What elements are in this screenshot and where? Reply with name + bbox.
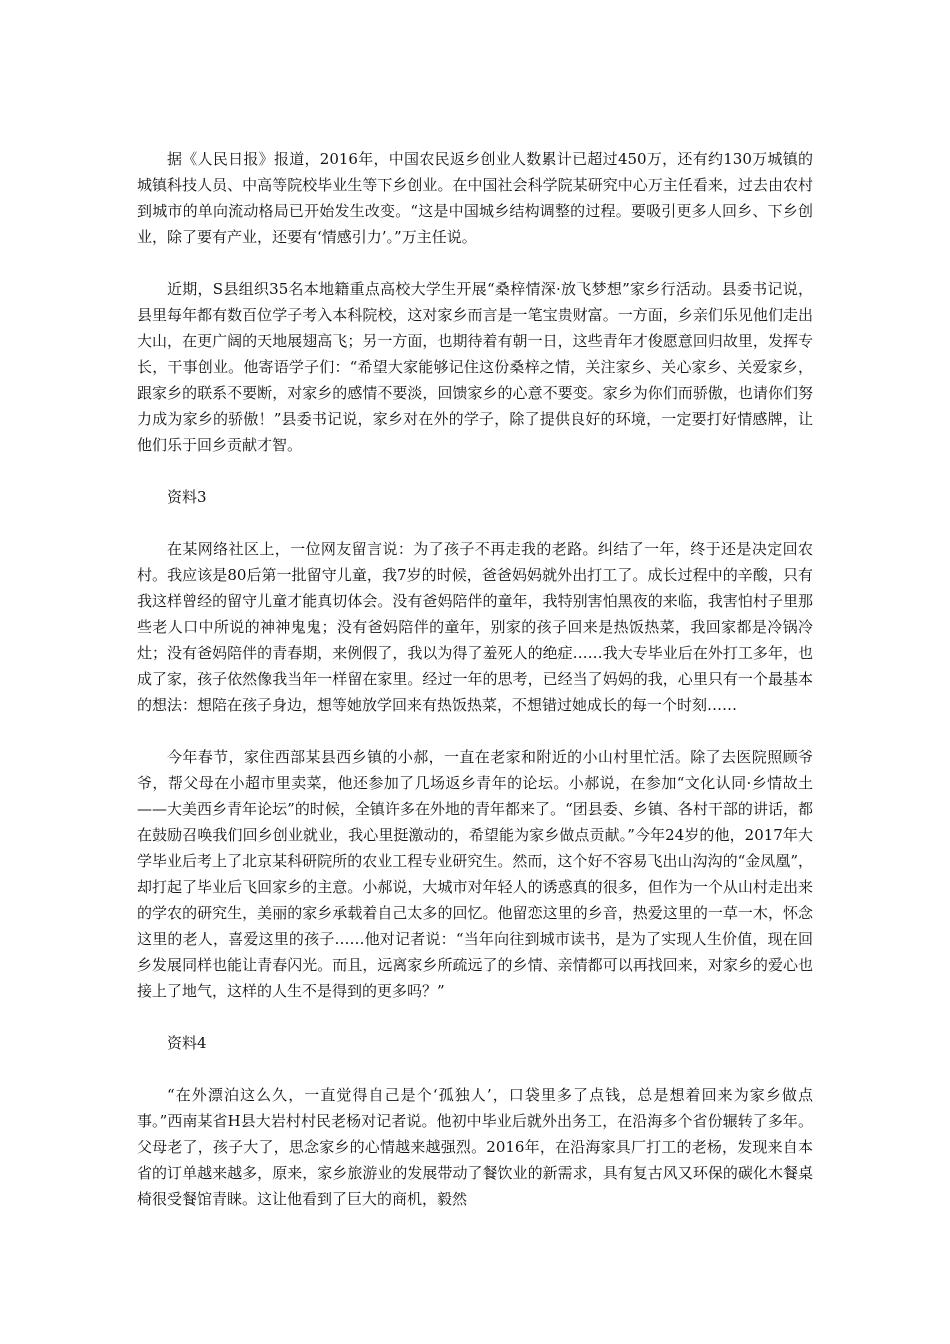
paragraph-rural-entrepreneurs: 据《人民日报》报道，2016年，中国农民返乡创业人数累计已超过450万，还有约130万城镇的城镇科技人员、中高等院校毕业生等下乡创业。在中国社会科学院某研究中心万主任看来，过去由农村到城市的单向流动格局已开始发生改变。“这是中国城乡结构调整的过程。要吸引更多人回乡、下乡创业，除了要有产业，还要有‘情感引力’。”万主任说。 [137, 150, 813, 246]
document-body [137, 146, 813, 1212]
paragraph-left-behind-child: 在某网络社区上，一位网友留言说：为了孩子不再走我的老路。纠结了一年，终于还是决定回农村。我应该是80后第一批留守儿童，我7岁的时候，爸爸妈妈就外出打工了。成长过程中的辛酸，只有我这样曾经的留守儿童才能真切体会。没有爸妈陪伴的童年，我特别害怕黑夜的来临，我害怕村子里那些老人口中所说的神神鬼鬼；没有爸妈陪伴的童年，别家的孩子回来是热饭热菜，我回家都是冷锅冷灶；没有爸妈陪伴的青春期，来例假了，我以为得了羞死人的绝症……我大专毕业后在外打工多年，也成了家，孩子依然像我当年一样留在家里。经过一年的思考，已经当了妈妈的我，心里只有一个最基本的想法：想陪在孩子身边，想等她放学回来有热饭热菜，不想错过她成长的每一个时刻…… [137, 540, 813, 714]
paragraph-lao-yang: “在外漂泊这么久，一直觉得自己是个‘孤独人’，口袋里多了点钱，总是想着回来为家乡做点事。”西南某省H县大岩村村民老杨对记者说。他初中毕业后就外出务工，在沿海多个省份辗转了多年。父母老了，孩子大了，思念家乡的心情越来越强烈。2016年，在沿海家具厂打工的老杨，发现来自本省的订单越来越多，原来，家乡旅游业的发展带动了餐饮业的新需求，具有复古风又环保的碳化木餐桌椅很受餐馆青睐。这让他看到了巨大的商机，毅然 [137, 1086, 813, 1208]
section-heading-material-3: 资料3 [167, 488, 207, 506]
paragraph-s-county-students: 近期，S县组织35名本地籍重点高校大学生开展“桑梓情深·放飞梦想”家乡行活动。县委书记说，县里每年都有数百位学子考入本科院校，这对家乡而言是一笔宝贵财富。一方面，乡亲们乐见他们走出大山，在更广阔的天地展翅高飞；另一方面，也期待着有朝一日，这些青年才俊愿意回归故里，发挥专长，干事创业。他寄语学子们：“希望大家能够记住这份桑梓之情，关注家乡、关心家乡、关爱家乡，跟家乡的联系不要断，对家乡的感情不要淡，回馈家乡的心意不要变。家乡为你们而骄傲，也请你们努力成为家乡的骄傲！”县委书记说，家乡对在外的学子，除了提供良好的环境，一定要打好情感牌，让他们乐于回乡贡献才智。 [137, 280, 813, 454]
paragraph-xiao-hao: 今年春节，家住西部某县西乡镇的小郝，一直在老家和附近的小山村里忙活。除了去医院照顾爷爷，帮父母在小超市里卖菜，他还参加了几场返乡青年的论坛。小郝说，在参加“文化认同·乡情故土——大美西乡青年论坛”的时候，全镇许多在外地的青年都来了。“团县委、乡镇、各村干部的讲话，都在鼓励召唤我们回乡创业就业，我心里挺激动的，希望能为家乡做点贡献。”今年24岁的他，2017年大学毕业后考上了北京某科研院所的农业工程专业研究生。然而，这个好不容易飞出山沟沟的“金凤凰”，却打起了毕业后飞回家乡的主意。小郝说，大城市对年轻人的诱惑真的很多，但作为一个从山村走出来的学农的研究生，美丽的家乡承载着自己太多的回忆。他留恋这里的乡音，热爱这里的一草一木，怀念这里的老人，喜爱这里的孩子……他对记者说：“当年向往到城市读书，是为了实现人生价值，现在回乡发展同样也能让青春闪光。而且，远离家乡所疏远了的乡情、亲情都可以再找回来，对家乡的爱心也接上了地气，这样的人生不是得到的更多吗？” [137, 748, 813, 1000]
section-heading-material-4: 资料4 [167, 1034, 207, 1052]
